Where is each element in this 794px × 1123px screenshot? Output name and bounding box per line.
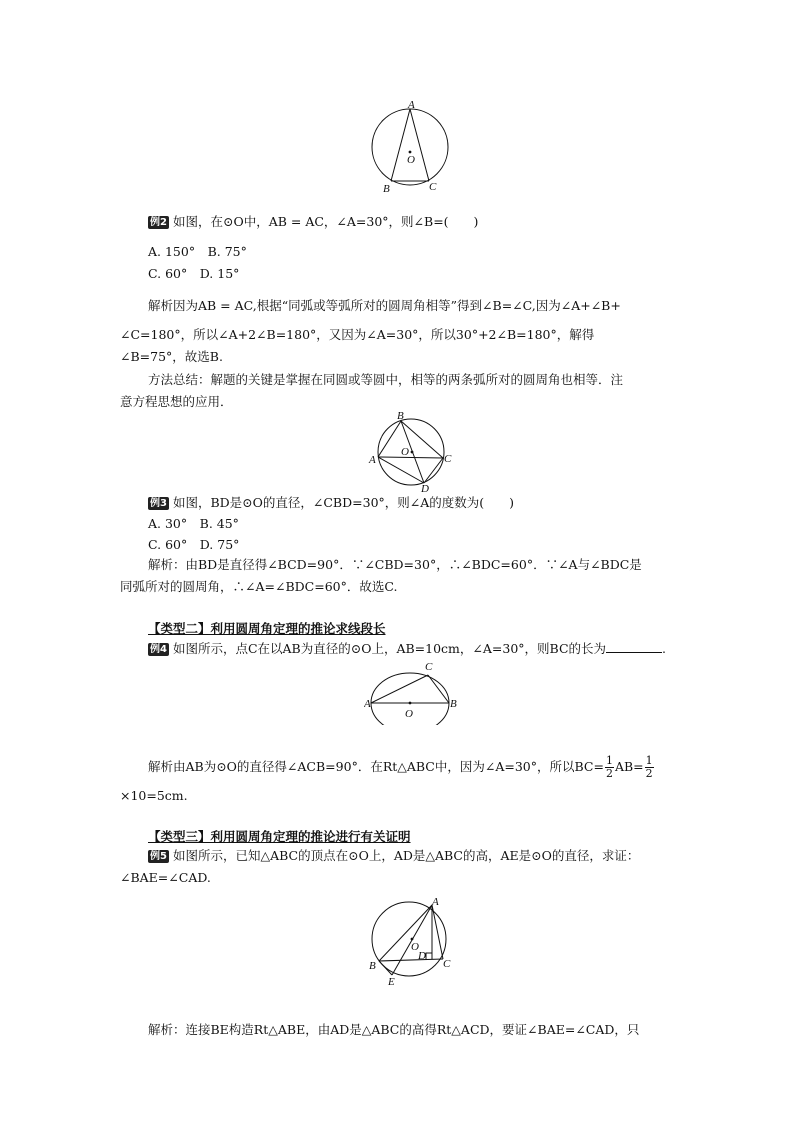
fig3-label-C: C [425,661,433,673]
fig4-label-E: E [388,976,395,987]
fig1-label-B: B [383,183,390,194]
fig2-label-A: A [369,454,376,466]
fig1-label-A: A [408,99,415,111]
fig2-label-C: C [444,453,452,465]
fig2-label-D: D [421,483,429,492]
type2-heading: 【类型二】利用圆周角定理的推论求线段长 [148,621,386,636]
ex4-analysis-2: ×10=5cm. [120,788,188,803]
ex5-analysis-1: 解析：连接BE构造Rt△ABE，由AD是△ABC的高得Rt△ACD，要证∠BAE=∠CAD，只 [148,1022,640,1037]
ex2-tag: 例2 [150,217,167,228]
ex3-analysis-2: 同弧所对的圆周角，∴∠A=∠BDC=60°．故选C. [120,579,398,594]
fig4-label-D: D [418,950,426,962]
figure-ex2-circle [365,98,455,194]
ex2-analysis-1: 解析因为AB = AC,根据“同弧或等弧所对的圆周角相等”得到∠B=∠C,因为∠A+∠B+ [148,298,621,313]
ex4-tag: 例4 [150,644,167,655]
ex5-tag: 例5 [150,851,167,862]
fig4-label-A: A [432,896,439,908]
ex2-question: 例2 如图，在⊙O中，AB = AC，∠A=30°，则∠B=( ) [150,214,479,229]
fig1-label-C: C [429,181,437,193]
figure-ex3-circle [367,408,457,492]
ex2-analysis-3: ∠B=75°，故选B. [120,349,223,364]
fig3-label-O: O [405,708,413,720]
ex4-analysis-1: 解析由AB为⊙O的直径得∠ACB=90°．在Rt△ABC中，因为∠A=30°，所以BC= $\frac{1}{2}$ AB= $\frac{1}{2}$ [148,754,653,780]
figure-ex5-circle [365,893,465,987]
fig1-label-O: O [407,154,415,166]
ex2-summary-2: 意方程思想的应用． [120,394,233,409]
ex5-question-1: 例5 如图所示，已知△ABC的顶点在⊙O上，AD是△ABC的高，AE是⊙O的直径，求证： [150,848,640,863]
fig4-label-O: O [411,941,419,953]
ex5-question-2: ∠BAE=∠CAD. [120,870,211,885]
figure-ex4-circle [364,657,464,725]
fig4-label-C: C [443,958,451,970]
fig2-label-B: B [397,410,404,422]
ex2-summary-1: 方法总结：解题的关键是掌握在同圆或等圆中，相等的两条弧所对的圆周角也相等．注 [148,372,624,387]
fig4-label-B: B [369,960,376,972]
fig2-label-O: O [401,446,409,458]
ex2-analysis-2: ∠C=180°，所以∠A+2∠B=180°，又因为∠A=30°，所以30°+2∠B=180°，解得 [120,327,595,342]
fraction-half-1: $\frac{1}{2}$ [605,754,613,780]
ex3-options-1: A. 30° B. 45° [148,516,239,531]
ex3-tag: 例3 [150,498,167,509]
ex3-question: 例3 如图，BD是⊙O的直径，∠CBD=30°，则∠A的度数为( ) [150,495,515,510]
ex2-options-2: C. 60° D. 15° [148,266,240,281]
fraction-half-2: $\frac{1}{2}$ [645,754,653,780]
answer-blank [606,640,662,653]
ex3-analysis-1: 解析：由BD是直径得∠BCD=90°．∵∠CBD=30°，∴∠BDC=60°．∵∠A与∠BDC是 [148,557,642,572]
ex2-options-1: A. 150° B. 75° [148,244,247,259]
ex4-question: 例4 如图所示，点C在以AB为直径的⊙O上，AB=10cm，∠A=30°，则BC的长为 . [150,641,667,656]
type3-heading: 【类型三】利用圆周角定理的推论进行有关证明 [148,829,411,844]
fig3-label-B: B [450,698,457,710]
ex3-options-2: C. 60° D. 75° [148,537,240,552]
fig3-label-A: A [364,698,371,710]
